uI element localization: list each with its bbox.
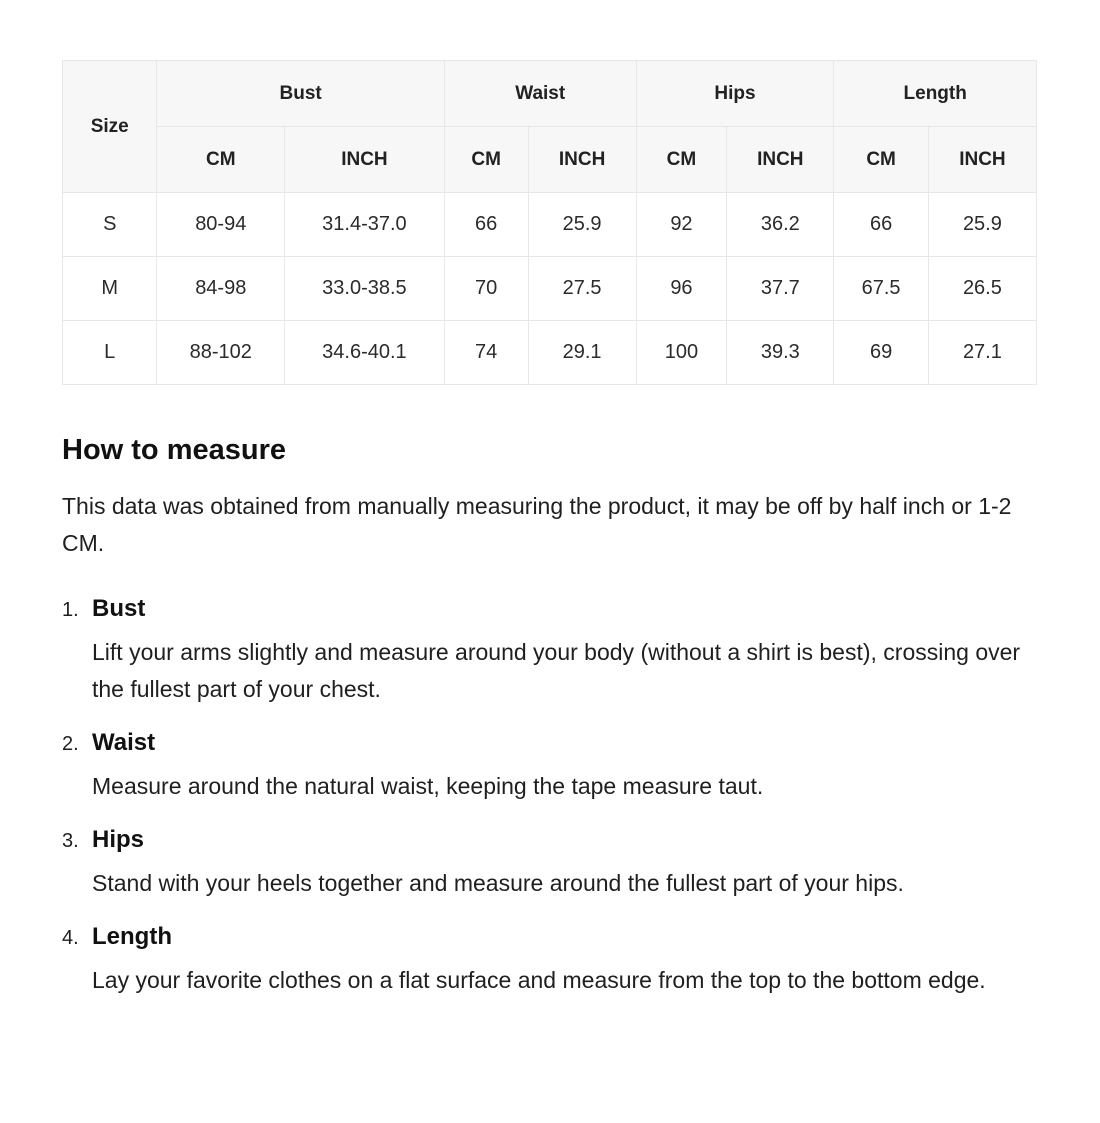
value-cell: 36.2 — [727, 193, 834, 257]
value-cell: 66 — [834, 193, 928, 257]
table-row — [63, 193, 1037, 257]
value-cell: 66 — [444, 193, 528, 257]
step-header — [62, 729, 1037, 757]
list-item-length — [62, 923, 1037, 999]
unit-header: INCH — [285, 127, 445, 193]
table-row — [63, 321, 1037, 385]
hips-group-header: Hips — [636, 61, 834, 127]
unit-header: CM — [834, 127, 928, 193]
value-cell: 39.3 — [727, 321, 834, 385]
table-row — [63, 257, 1037, 321]
size-chart-table — [62, 60, 1037, 385]
value-cell: 25.9 — [528, 193, 636, 257]
value-cell: 88-102 — [157, 321, 285, 385]
waist-group-header: Waist — [444, 61, 636, 127]
value-cell: 26.5 — [928, 257, 1036, 321]
value-cell: 25.9 — [928, 193, 1036, 257]
list-item-bust — [62, 595, 1037, 708]
size-cell: M — [63, 257, 157, 321]
step-description: Stand with your heels together and measure around the fullest part of your hips. — [92, 870, 904, 896]
step-header — [62, 595, 1037, 623]
size-cell: S — [63, 193, 157, 257]
unit-header: INCH — [928, 127, 1036, 193]
value-cell: 33.0-38.5 — [285, 257, 445, 321]
value-cell: 70 — [444, 257, 528, 321]
step-title: Waist — [92, 729, 156, 756]
unit-header: INCH — [528, 127, 636, 193]
value-cell: 29.1 — [528, 321, 636, 385]
value-cell: 37.7 — [727, 257, 834, 321]
step-header — [62, 923, 1037, 951]
step-number: 3. — [62, 830, 79, 852]
size-cell: L — [63, 321, 157, 385]
value-cell: 67.5 — [834, 257, 928, 321]
value-cell: 96 — [636, 257, 727, 321]
value-cell: 69 — [834, 321, 928, 385]
intro-paragraph: This data was obtained from manually measuring the product, it may be off by half inch or 1-2 CM. — [62, 493, 1012, 556]
value-cell: 100 — [636, 321, 727, 385]
size-column-header: Size — [63, 61, 157, 193]
value-cell: 74 — [444, 321, 528, 385]
list-item-waist — [62, 729, 1037, 805]
unit-header: CM — [636, 127, 727, 193]
length-group-header: Length — [834, 61, 1037, 127]
step-header — [62, 826, 1037, 854]
measure-steps-list — [62, 595, 1037, 999]
step-description: Lift your arms slightly and measure around your body (without a shirt is best), crossing over the fullest part of your chest. — [92, 639, 1021, 702]
step-title: Length — [92, 923, 172, 950]
value-cell: 31.4-37.0 — [285, 193, 445, 257]
unit-header: CM — [157, 127, 285, 193]
step-number: 2. — [62, 733, 79, 755]
unit-header: INCH — [727, 127, 834, 193]
table-group-header-row — [63, 61, 1037, 127]
step-title: Hips — [92, 826, 145, 853]
section-title: How to measure — [62, 434, 286, 466]
value-cell: 27.1 — [928, 321, 1036, 385]
value-cell: 27.5 — [528, 257, 636, 321]
bust-group-header: Bust — [157, 61, 444, 127]
value-cell: 34.6-40.1 — [285, 321, 445, 385]
step-description: Measure around the natural waist, keeping the tape measure taut. — [92, 773, 764, 799]
list-item-hips — [62, 826, 1037, 902]
table-unit-header-row — [63, 127, 1037, 193]
value-cell: 84-98 — [157, 257, 285, 321]
step-number: 4. — [62, 927, 79, 949]
step-number: 1. — [62, 599, 79, 621]
step-description: Lay your favorite clothes on a flat surface and measure from the top to the bottom edge. — [92, 967, 986, 993]
unit-header: CM — [444, 127, 528, 193]
step-title: Bust — [92, 595, 146, 622]
value-cell: 80-94 — [157, 193, 285, 257]
value-cell: 92 — [636, 193, 727, 257]
